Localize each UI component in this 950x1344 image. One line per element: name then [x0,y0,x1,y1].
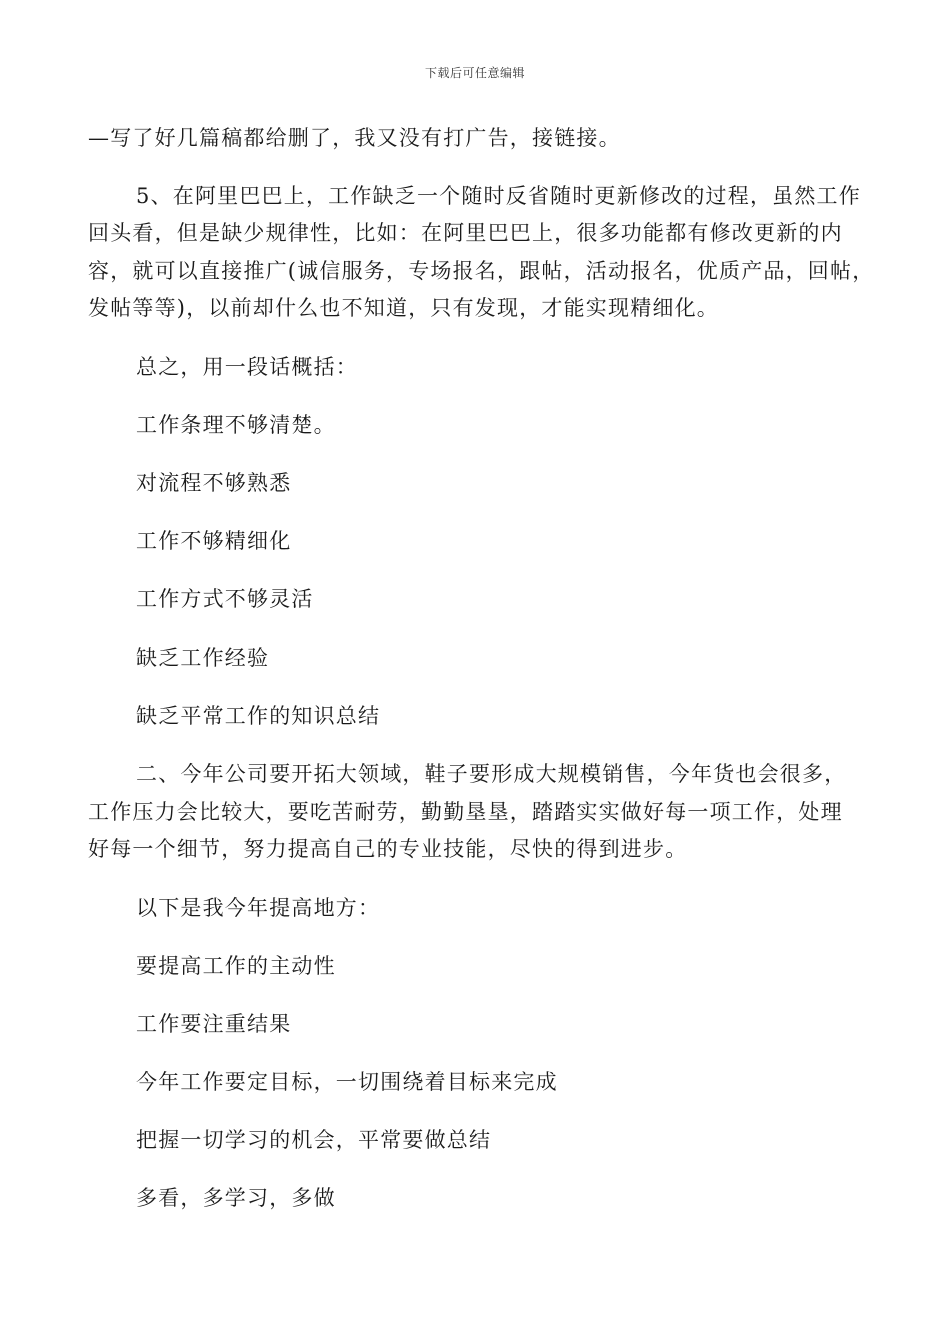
summary-item: 缺乏工作经验 [136,646,270,670]
paragraph-line: 好每一个细节，努力提高自己的专业技能，尽快的得到进步。 [88,837,688,861]
improve-item: 要提高工作的主动性 [136,954,336,978]
improve-item: 今年工作要定目标，一切围绕着目标来完成 [136,1070,558,1094]
paragraph-line: 5、在阿里巴巴上，工作缺乏一个随时反省随时更新修改的过程，虽然工作 [136,184,861,208]
paragraph-line: 回头看，但是缺少规律性，比如：在阿里巴巴上，很多功能都有修改更新的内 [88,221,843,245]
improve-item: 把握一切学习的机会，平常要做总结 [136,1128,492,1152]
summary-item: 工作方式不够灵活 [136,587,314,611]
paragraph-line: 容，就可以直接推广(诚信服务，专场报名，跟帖，活动报名，优质产品，回帖， [88,259,875,283]
paragraph-line: 工作压力会比较大，要吃苦耐劳，勤勤垦垦，踏踏实实做好每一项工作，处理 [88,800,843,824]
improve-intro: 以下是我今年提高地方： [136,896,381,920]
summary-intro: 总之，用一段话概括： [136,355,358,379]
paragraph-line: —写了好几篇稿都给删了，我又没有打广告，接链接。 [88,126,621,150]
summary-item: 工作条理不够清楚。 [136,413,336,437]
paragraph-line: 二、今年公司要开拓大领域，鞋子要形成大规模销售，今年货也会很多， [136,762,847,786]
header-note: 下载后可任意编辑 [424,66,525,80]
paragraph-line: 发帖等等)，以前却什么也不知道，只有发现，才能实现精细化。 [88,296,719,320]
summary-item: 缺乏平常工作的知识总结 [136,704,381,728]
improve-item: 多看，多学习，多做 [136,1186,336,1210]
improve-item: 工作要注重结果 [136,1012,292,1036]
summary-item: 对流程不够熟悉 [136,471,292,495]
summary-item: 工作不够精细化 [136,529,292,553]
